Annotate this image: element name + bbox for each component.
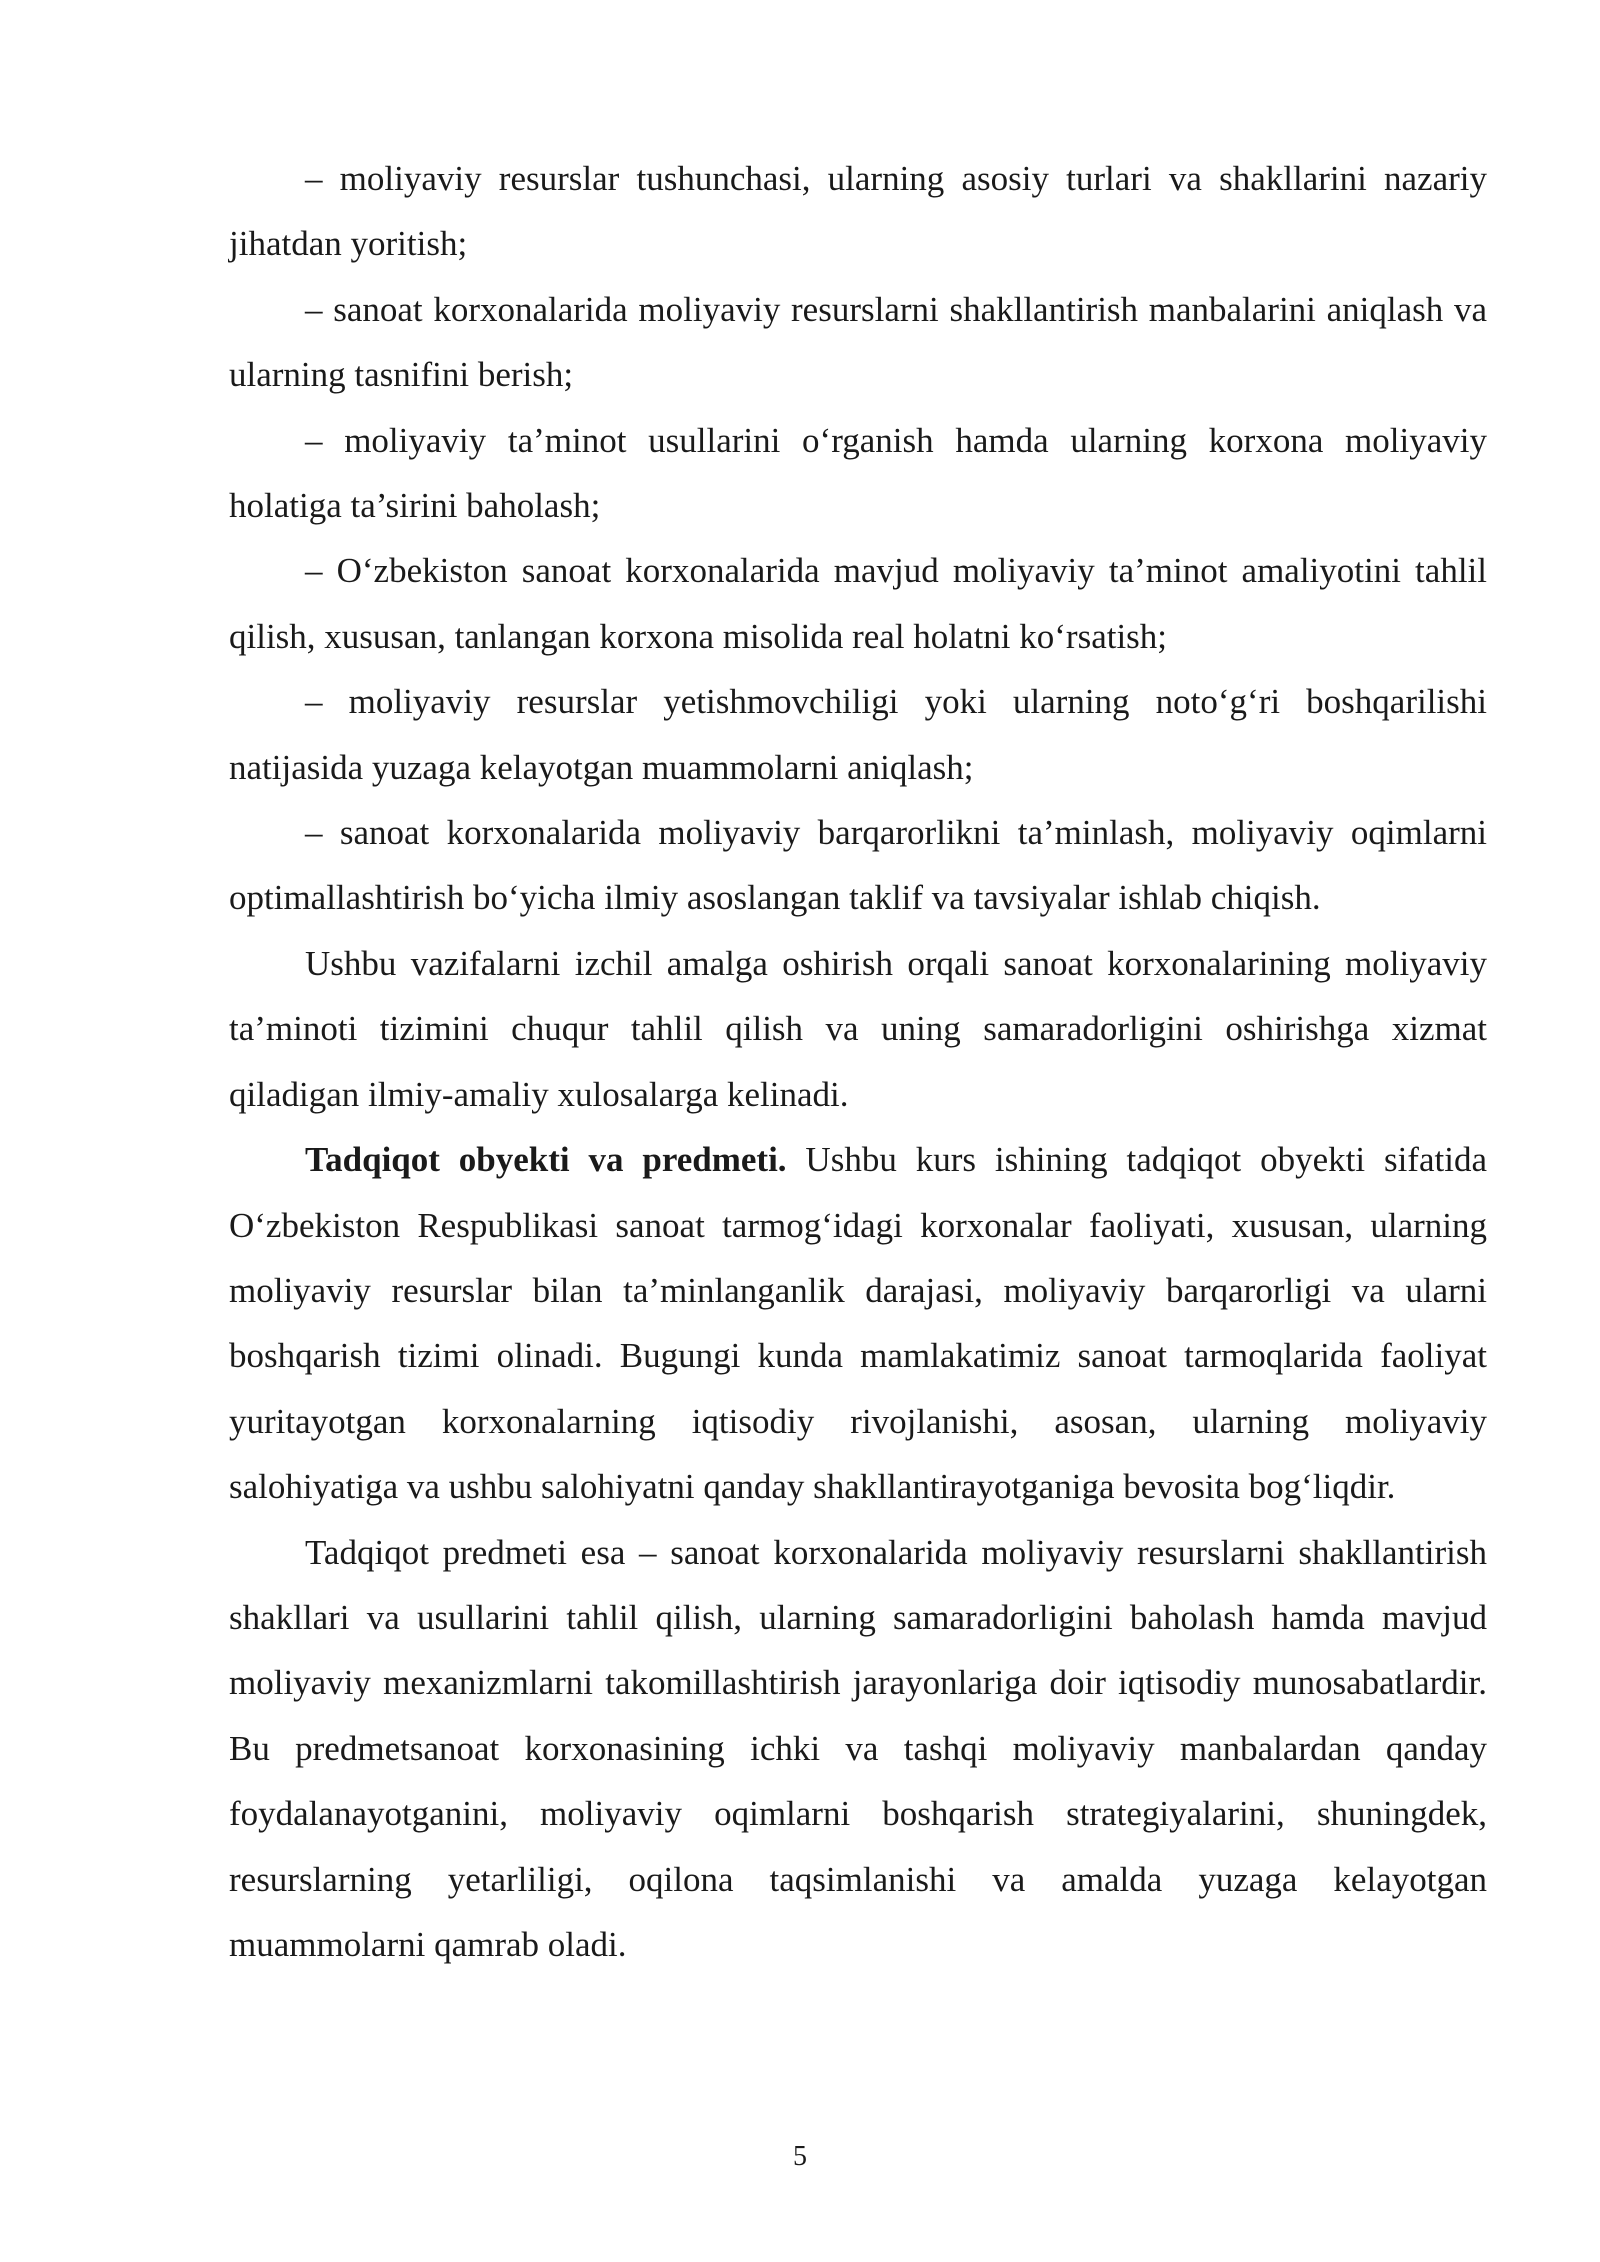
- paragraph-text: Ushbu kurs ishining tadqiqot obyekti sifatida O‘zbekiston Respublikasi sanoat tarmog‘idagi korxonalar faoliyati, xususan, ularning moliyaviy resurslar bilan ta’minlanganlik darajasi, moliyaviy barqarorligi va ularni boshqarish tizimi olinadi. Bugungi kunda mamlakatimiz sanoat tarmoqlarida faoliyat yuritayotgan korxonalarning iqtisodiy rivojlanishi, asosan, ularning moliyaviy salohiyatiga va ushbu salohiyatni qanday shakllantirayotganiga bevosita bog‘liqdir.: [229, 1140, 1487, 1507]
- paragraph-bold-lead: Tadqiqot obyekti va predmeti.: [305, 1140, 787, 1180]
- paragraph-text: – moliyaviy ta’minot usullarini o‘rganish hamda ularning korxona moliyaviy holatiga ta’sirini baholash;: [229, 420, 1487, 526]
- paragraph-text: Tadqiqot predmeti esa – sanoat korxonalarida moliyaviy resurslarni shakllantirish shakllari va usullarini tahlil qilish, ularning samaradorligini baholash hamda mavjud moliyaviy mexanizmlarni takomillashtirish jarayonlariga doir iqtisodiy munosabatlardir. Bu predmetsanoat korxonasining ichki va tashqi moliyaviy manbalardan qanday foydalanayotganini, moliyaviy oqimlarni boshqarish strategiyalarini, shuningdek, resurslarning yetarliligi, oqilona taqsimlanishi va amalda yuzaga kelayotgan muammolarni qamrab oladi.: [229, 1532, 1487, 1964]
- paragraph-text: – O‘zbekiston sanoat korxonalarida mavjud moliyaviy ta’minot amaliyotini tahlil qilish, xususan, tanlangan korxona misolida real holatni ko‘rsatish;: [229, 551, 1487, 656]
- list-item-sources: [229, 277, 1487, 408]
- list-item-theoretical-resources: [229, 146, 1487, 277]
- paragraph-research-object: [229, 1127, 1487, 1519]
- paragraph-text: – moliyaviy resurslar yetishmovchiligi yoki ularning noto‘g‘ri boshqarilishi natijasida yuzaga kelayotgan muammolarni aniqlash;: [229, 682, 1487, 787]
- list-item-financing-methods: [229, 408, 1487, 539]
- paragraph-text: – sanoat korxonalarida moliyaviy barqarorlikni ta’minlash, moliyaviy oqimlarni optimallashtirish bo‘yicha ilmiy asoslangan taklif va tavsiyalar ishlab chiqish.: [229, 813, 1487, 918]
- paragraph-research-subject: [229, 1520, 1487, 1978]
- paragraph-text: Ushbu vazifalarni izchil amalga oshirish orqali sanoat korxonalarining moliyaviy ta’minoti tizimini chuqur tahlil qilish va uning samaradorligini oshirishga xizmat qiladigan ilmiy-amaliy xulosalarga kelinadi.: [229, 943, 1487, 1114]
- list-item-recommendations: [229, 800, 1487, 931]
- paragraph-tasks-summary: [229, 931, 1487, 1127]
- page-number: 5: [793, 2141, 807, 2172]
- page-body: [229, 146, 1487, 1977]
- list-item-practice-analysis: [229, 538, 1487, 669]
- list-item-problems: [229, 669, 1487, 800]
- paragraph-text: – moliyaviy resurslar tushunchasi, ularning asosiy turlari va shakllarini nazariy jihatdan yoritish;: [229, 159, 1487, 264]
- paragraph-text: – sanoat korxonalarida moliyaviy resurslarni shakllantirish manbalarini aniqlash va ularning tasnifini berish;: [229, 289, 1487, 395]
